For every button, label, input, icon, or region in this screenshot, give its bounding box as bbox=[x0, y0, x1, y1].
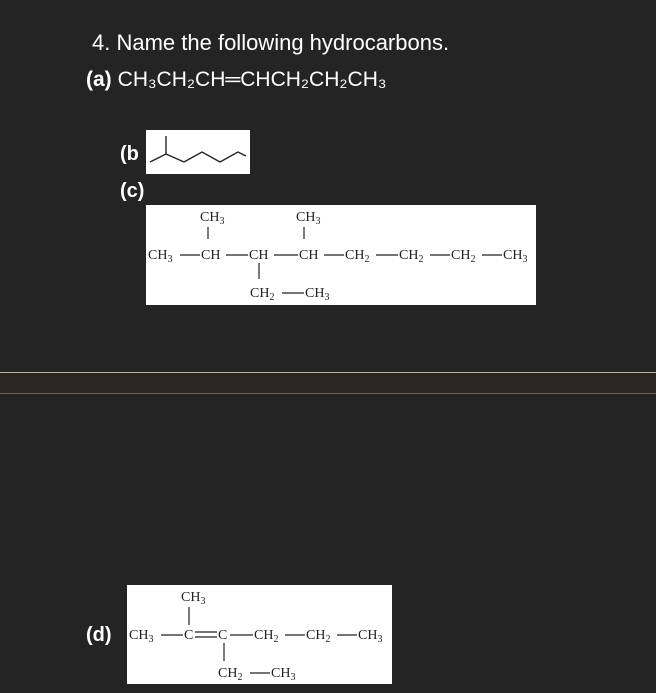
c-ch3-top-2: $CH_3$ bbox=[296, 210, 321, 227]
skeletal-structure-b bbox=[146, 130, 250, 174]
c-main-8: $CH_3$ bbox=[503, 248, 528, 265]
page-divider bbox=[0, 372, 656, 394]
c-main-2: CH bbox=[201, 248, 221, 263]
structure-b-image bbox=[146, 130, 250, 174]
part-a-formula: CH₃CH₂CH═CHCH₂CH₂CH₃ bbox=[117, 68, 387, 91]
c-main-5: $CH_2$ bbox=[345, 248, 370, 265]
c-main-1: $CH_3$ bbox=[148, 248, 173, 265]
d-main-5: $CH_2$ bbox=[306, 628, 331, 645]
d-c-2: C bbox=[218, 628, 228, 643]
c-main-7: $CH_2$ bbox=[451, 248, 476, 265]
c-ch3-top-1: $CH_3$ bbox=[200, 210, 225, 227]
d-branch-1: $CH_2$ bbox=[218, 666, 243, 683]
d-ch3-top: $CH_3$ bbox=[181, 590, 206, 607]
part-b-label: (b bbox=[120, 143, 139, 165]
d-main-6: $CH_3$ bbox=[358, 628, 383, 645]
structure-d-image bbox=[127, 585, 392, 684]
part-d-label: (d) bbox=[86, 624, 112, 646]
c-main-6: $CH_2$ bbox=[399, 248, 424, 265]
d-main-4: $CH_2$ bbox=[254, 628, 279, 645]
structure-c-image bbox=[146, 205, 536, 305]
c-main-3: CH bbox=[249, 248, 269, 263]
c-branch-1: $CH_2$ bbox=[250, 286, 275, 303]
condensed-structure-c bbox=[146, 205, 536, 305]
d-branch-2: $CH_3$ bbox=[271, 666, 296, 683]
question-title: 4. Name the following hydrocarbons. bbox=[92, 30, 450, 55]
part-a bbox=[86, 68, 386, 92]
d-c-1: C bbox=[184, 628, 194, 643]
part-a-label: (a) bbox=[86, 68, 112, 91]
condensed-structure-d bbox=[127, 585, 392, 684]
c-main-4: CH bbox=[299, 248, 319, 263]
d-main-1: $CH_3$ bbox=[129, 628, 154, 645]
c-branch-2: $CH_3$ bbox=[305, 286, 330, 303]
part-c-label: (c) bbox=[120, 180, 145, 202]
